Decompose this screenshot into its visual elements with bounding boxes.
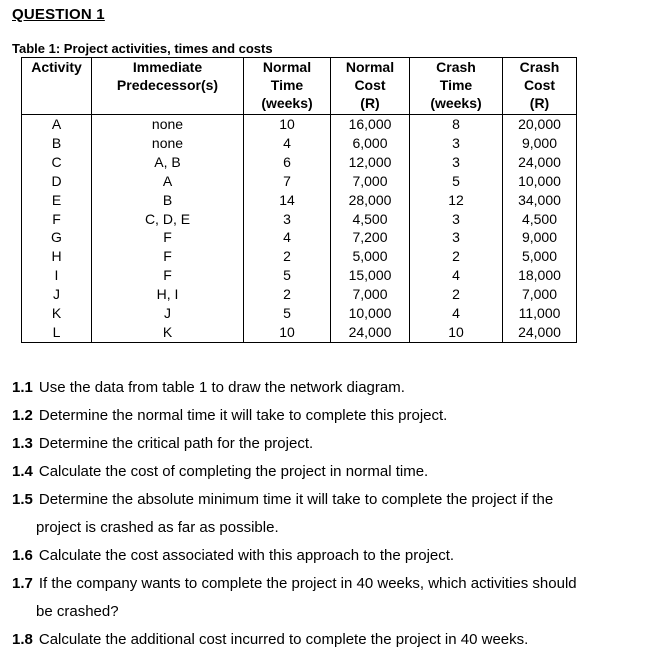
cell-crash-cost: 24,000 xyxy=(503,323,577,342)
header-line: Crash xyxy=(519,59,560,75)
cell-activity: J xyxy=(22,285,92,304)
header-line: Time xyxy=(439,77,473,93)
cell-crash-cost: 5,000 xyxy=(503,247,577,266)
header-line: Crash xyxy=(436,59,476,75)
cell-crash-cost: 9,000 xyxy=(503,134,577,153)
cell-activity: G xyxy=(22,228,92,247)
cell-normal-time: 6 xyxy=(244,153,331,172)
question-text-continued: be crashed? xyxy=(36,603,119,620)
cell-crash-time: 8 xyxy=(410,115,503,134)
question-number: 1.2 xyxy=(12,407,33,424)
cell-activity: F xyxy=(22,210,92,229)
table-caption: Table 1: Project activities, times and costs xyxy=(12,41,273,56)
cell-activity: B xyxy=(22,134,92,153)
header-line: Normal xyxy=(345,59,395,75)
cell-normal-cost: 7,200 xyxy=(331,228,410,247)
question-number: 1.6 xyxy=(12,547,33,564)
table-row xyxy=(22,191,577,210)
cell-normal-time: 5 xyxy=(244,304,331,323)
table-row xyxy=(22,210,577,229)
cell-normal-cost: 12,000 xyxy=(331,153,410,172)
header-line: (weeks) xyxy=(261,95,313,111)
cell-predecessors: B xyxy=(92,191,244,210)
cell-activity: I xyxy=(22,266,92,285)
cell-activity: D xyxy=(22,172,92,191)
table-row xyxy=(22,228,577,247)
cell-crash-time: 3 xyxy=(410,210,503,229)
cell-crash-time: 4 xyxy=(410,304,503,323)
question-number: 1.1 xyxy=(12,379,33,396)
question-item xyxy=(12,542,627,570)
question-text-continued: project is crashed as far as possible. xyxy=(36,519,279,536)
question-item xyxy=(12,458,627,486)
cell-predecessors: none xyxy=(92,115,244,134)
cell-crash-cost: 9,000 xyxy=(503,228,577,247)
cell-activity: K xyxy=(22,304,92,323)
cell-activity: L xyxy=(22,323,92,342)
cell-crash-time: 5 xyxy=(410,172,503,191)
question-text: Calculate the additional cost incurred to complete the project in 40 weeks. xyxy=(38,631,529,648)
header-line: (R) xyxy=(360,95,380,111)
cell-crash-time: 12 xyxy=(410,191,503,210)
question-text: Determine the absolute minimum time it will take to complete the project if the xyxy=(38,491,554,508)
cell-normal-time: 14 xyxy=(244,191,331,210)
question-item xyxy=(12,402,627,430)
question-number: 1.4 xyxy=(12,463,33,480)
cell-normal-time: 5 xyxy=(244,266,331,285)
question-text: Calculate the cost associated with this approach to the project. xyxy=(38,547,455,564)
header-line: Predecessor(s) xyxy=(116,77,219,93)
table-row xyxy=(22,134,577,153)
header-line: Cost xyxy=(354,77,386,93)
cell-crash-cost: 7,000 xyxy=(503,285,577,304)
cell-normal-time: 4 xyxy=(244,228,331,247)
question-number: 1.5 xyxy=(12,491,33,508)
header-line: Immediate xyxy=(132,59,203,75)
cell-normal-time: 10 xyxy=(244,115,331,134)
cell-normal-time: 7 xyxy=(244,172,331,191)
table-row xyxy=(22,323,577,342)
cell-crash-time: 3 xyxy=(410,228,503,247)
question-text: Determine the normal time it will take to complete this project. xyxy=(38,407,448,424)
question-list xyxy=(12,374,627,654)
cell-normal-cost: 15,000 xyxy=(331,266,410,285)
question-item xyxy=(12,570,627,626)
header-line: (R) xyxy=(529,95,550,111)
cell-crash-time: 4 xyxy=(410,266,503,285)
cell-normal-time: 2 xyxy=(244,285,331,304)
question-text: Use the data from table 1 to draw the network diagram. xyxy=(38,379,405,396)
cell-predecessors: H, I xyxy=(92,285,244,304)
cell-normal-cost: 7,000 xyxy=(331,172,410,191)
cell-crash-time: 2 xyxy=(410,247,503,266)
cell-normal-cost: 24,000 xyxy=(331,323,410,342)
cell-normal-cost: 28,000 xyxy=(331,191,410,210)
header-crash-cost xyxy=(503,58,577,115)
header-normal-time xyxy=(244,58,331,115)
cell-crash-time: 2 xyxy=(410,285,503,304)
cell-activity: H xyxy=(22,247,92,266)
cell-predecessors: K xyxy=(92,323,244,342)
table-header-row xyxy=(22,58,577,115)
cell-predecessors: F xyxy=(92,247,244,266)
cell-activity: E xyxy=(22,191,92,210)
cell-crash-cost: 20,000 xyxy=(503,115,577,134)
cell-crash-time: 3 xyxy=(410,153,503,172)
question-item xyxy=(12,486,627,542)
cell-crash-cost: 18,000 xyxy=(503,266,577,285)
cell-predecessors: A xyxy=(92,172,244,191)
cell-normal-time: 10 xyxy=(244,323,331,342)
question-number: 1.8 xyxy=(12,631,33,648)
header-line: Normal xyxy=(262,59,312,75)
activities-table xyxy=(21,57,577,343)
cell-crash-time: 10 xyxy=(410,323,503,342)
table-row xyxy=(22,153,577,172)
cell-predecessors: J xyxy=(92,304,244,323)
cell-normal-time: 2 xyxy=(244,247,331,266)
header-crash-time xyxy=(410,58,503,115)
question-title: QUESTION 1 xyxy=(12,6,105,23)
header-line: (weeks) xyxy=(430,95,482,111)
header-normal-cost xyxy=(331,58,410,115)
cell-activity: C xyxy=(22,153,92,172)
cell-predecessors: F xyxy=(92,228,244,247)
cell-predecessors: none xyxy=(92,134,244,153)
table-row xyxy=(22,285,577,304)
cell-normal-cost: 5,000 xyxy=(331,247,410,266)
cell-activity: A xyxy=(22,115,92,134)
table-row xyxy=(22,115,577,134)
question-number: 1.7 xyxy=(12,575,33,592)
cell-predecessors: A, B xyxy=(92,153,244,172)
header-predecessors xyxy=(92,58,244,115)
question-text: Determine the critical path for the project. xyxy=(38,435,314,452)
cell-crash-cost: 34,000 xyxy=(503,191,577,210)
question-item xyxy=(12,374,627,402)
question-text: Calculate the cost of completing the project in normal time. xyxy=(38,463,429,480)
cell-normal-time: 4 xyxy=(244,134,331,153)
question-item xyxy=(12,430,627,458)
cell-predecessors: F xyxy=(92,266,244,285)
cell-predecessors: C, D, E xyxy=(92,210,244,229)
table-body xyxy=(22,115,577,343)
cell-crash-cost: 10,000 xyxy=(503,172,577,191)
question-number: 1.3 xyxy=(12,435,33,452)
cell-normal-cost: 16,000 xyxy=(331,115,410,134)
cell-crash-time: 3 xyxy=(410,134,503,153)
question-text: If the company wants to complete the project in 40 weeks, which activities should xyxy=(38,575,577,592)
cell-normal-time: 3 xyxy=(244,210,331,229)
table-row xyxy=(22,266,577,285)
cell-normal-cost: 10,000 xyxy=(331,304,410,323)
table-row xyxy=(22,172,577,191)
cell-crash-cost: 24,000 xyxy=(503,153,577,172)
table-row xyxy=(22,247,577,266)
header-line: Activity xyxy=(31,59,82,75)
cell-crash-cost: 4,500 xyxy=(503,210,577,229)
header-activity xyxy=(22,58,92,115)
cell-normal-cost: 4,500 xyxy=(331,210,410,229)
cell-crash-cost: 11,000 xyxy=(503,304,577,323)
cell-normal-cost: 7,000 xyxy=(331,285,410,304)
header-line: Cost xyxy=(523,77,556,93)
cell-normal-cost: 6,000 xyxy=(331,134,410,153)
header-line: Time xyxy=(270,77,304,93)
table-row xyxy=(22,304,577,323)
